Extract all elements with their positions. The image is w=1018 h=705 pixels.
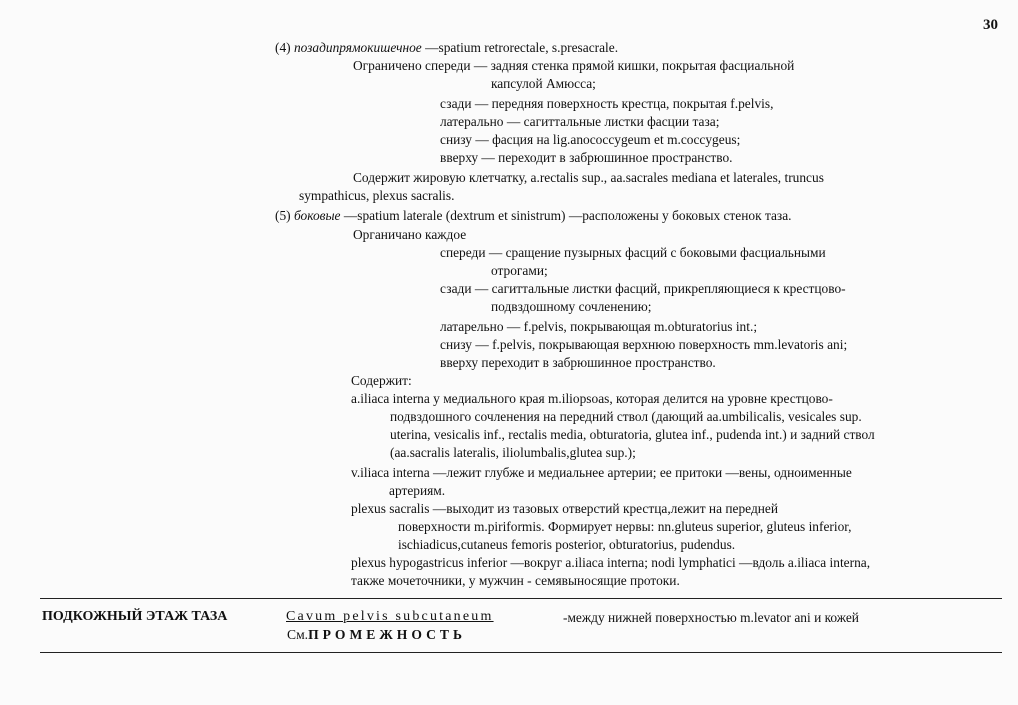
- text-line: uterina, vesicalis inf., rectalis media, obturatoria, glutea inf., pudenda int.) и задний ствол: [390, 427, 875, 442]
- text-line: a.iliaca interna у медиального края m.iliopsoas, которая делится на уровне крестцово-: [351, 391, 833, 406]
- section-latin-term: Cavum pelvis subcutaneum: [286, 609, 494, 624]
- text-line: ischiadicus,cutaneus femoris posterior, obturatorius, pudendus.: [398, 537, 736, 552]
- text-line: сзади — передняя поверхность крестца, покрытая f.pelvis,: [440, 96, 774, 111]
- text-line: вверху — переходит в забрюшинное пространство.: [440, 150, 733, 165]
- divider-bottom: [40, 652, 1002, 653]
- text-line: подвздошного сочленения на передний ствол (дающий aa.umbilicalis, vesicales sup.: [390, 409, 862, 424]
- text-line: снизу — f.pelvis, покрывающая верхнюю поверхность mm.levatoris ani;: [440, 337, 848, 352]
- divider-top: [40, 598, 1002, 599]
- text-line: (aa.sacralis lateralis, iliolumbalis,glutea sup.);: [390, 445, 636, 460]
- section-title: ПОДКОЖНЫЙ ЭТАЖ ТАЗА: [42, 609, 228, 624]
- text-line: снизу — фасция на lig.anococcygeum et m.coccygeus;: [440, 132, 741, 147]
- text-line: поверхности m.piriformis. Формирует нервы: nn.gluteus superior, gluteus inferior,: [398, 519, 852, 534]
- text-line: Содержит:: [351, 373, 412, 388]
- text-line: (5) боковые —spatium laterale (dextrum et sinistrum) —расположены у боковых стенок таза.: [275, 208, 792, 223]
- text-line: сзади — сагиттальные листки фасций, прикрепляющиеся к крестцово-: [440, 281, 846, 296]
- text-line: спереди — сращение пузырных фасций с боковыми фасциальными: [440, 245, 826, 260]
- text-line: также мочеточники, у мужчин - семявыносящие протоки.: [351, 573, 680, 588]
- text-line: v.iliaca interna —лежит глубже и медиальнее артерии; ее притоки —вены, одноименные: [351, 465, 852, 480]
- text-line: латарельно — f.pelvis, покрывающая m.obturatorius int.;: [440, 319, 758, 334]
- text-line: артериям.: [389, 483, 446, 498]
- text-line: Ограничено спереди — задняя стенка прямой кишки, покрытая фасциальной: [353, 58, 795, 73]
- text-line: вверху переходит в забрюшинное пространство.: [440, 355, 716, 370]
- text-line: plexus hypogastricus inferior —вокруг a.iliaca interna; nodi lymphatici —вдоль a.iliaca interna,: [351, 555, 871, 570]
- text-line: подвздошному сочленению;: [491, 299, 652, 314]
- text-line: Органичано каждое: [353, 227, 467, 242]
- cross-reference: См.ПРОМЕЖНОСТЬ: [287, 627, 466, 642]
- text-line: капсулой Амюсса;: [491, 76, 596, 91]
- text-line: отрогами;: [491, 263, 548, 278]
- text-line: plexus sacralis —выходит из тазовых отверстий крестца,лежит на передней: [351, 501, 779, 516]
- section-description: -между нижней поверхностью m.levator ani и кожей: [563, 610, 859, 625]
- text-line: (4) позадипрямокишечное —spatium retrorectale, s.presacrale.: [275, 40, 619, 55]
- page-number: 30: [983, 17, 998, 33]
- text-line: латерально — сагиттальные листки фасции таза;: [440, 114, 720, 129]
- text-line: Содержит жировую клетчатку, a.rectalis sup., aa.sacrales mediana et laterales, truncus: [353, 170, 824, 185]
- text-line: sympathicus, plexus sacralis.: [299, 188, 455, 203]
